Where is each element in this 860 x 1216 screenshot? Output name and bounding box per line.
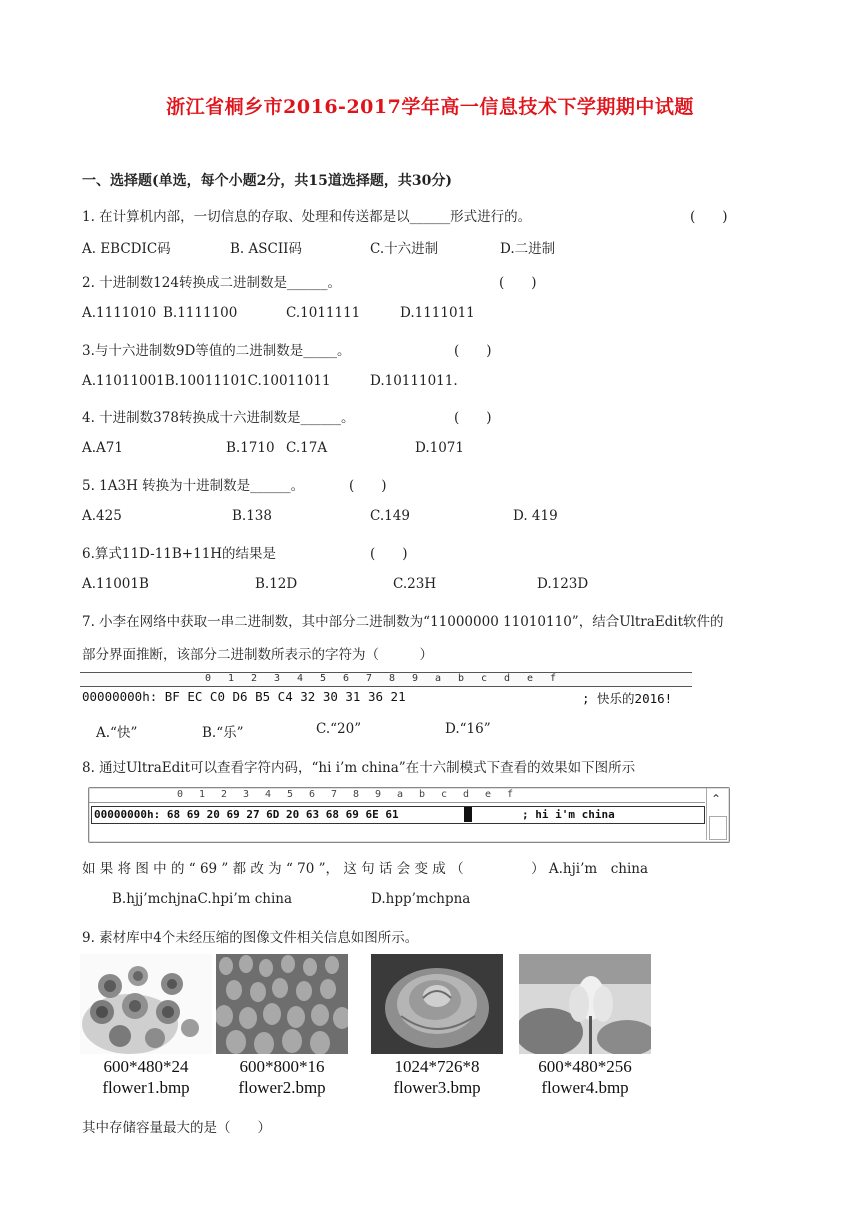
- ruler-digit: 5: [320, 673, 327, 684]
- hex-text-column: ; 快乐的2016!: [582, 691, 673, 706]
- ruler-digit: 0: [177, 789, 184, 800]
- image-filename: flower2.bmp: [238, 1078, 326, 1097]
- ruler-digit: a: [397, 789, 404, 800]
- flower1-image: [80, 954, 212, 1054]
- option-d: D.10111011.: [370, 373, 458, 389]
- ruler-digit: 8: [353, 789, 360, 800]
- ruler-digit: 9: [412, 673, 419, 684]
- ruler-digit: 2: [251, 673, 258, 684]
- question-4: 4. 十进制数378转换成十六进制数是______。: [82, 410, 355, 426]
- option-b: B.“乐”: [202, 725, 244, 741]
- option-b: B.138: [232, 508, 272, 524]
- option-d: D. 419: [513, 508, 558, 524]
- image-filename: flower3.bmp: [393, 1078, 481, 1097]
- ruler-digit: 2: [221, 789, 228, 800]
- ruler-digit: 7: [366, 673, 373, 684]
- hex-text-column: ; hi i'm china: [522, 808, 615, 821]
- option-b: B.12D: [255, 576, 298, 592]
- ruler-digit: b: [458, 673, 465, 684]
- image-spec: 600*480*24: [103, 1057, 189, 1076]
- option-a: A.11001B: [82, 576, 149, 592]
- question-3: 3.与十六进制数9D等值的二进制数是_____。: [82, 343, 351, 359]
- option-d: D.hpp’mchpna: [371, 891, 471, 907]
- ruler-digit: 8: [389, 673, 396, 684]
- ruler-digit: a: [435, 673, 442, 684]
- ruler-digit: 0: [205, 673, 212, 684]
- ruler-digit: 4: [297, 673, 304, 684]
- option-bc: B.hjj’mchjnaC.hpi’m china: [112, 891, 293, 907]
- question-7-cont: 部分界面推断，该部分二进制数所表示的字符为（ ）: [82, 647, 433, 663]
- option-d: D.1111011: [400, 305, 475, 321]
- option-a: A.425: [82, 508, 122, 524]
- answer-blank: ( ): [690, 209, 728, 225]
- answer-blank: ( ): [499, 275, 537, 291]
- question-2: 2. 十进制数124转换成二进制数是______。: [82, 275, 341, 291]
- question-5: 5. 1A3H 转换为十进制数是______。: [82, 478, 305, 494]
- answer-blank: ( ): [454, 343, 492, 359]
- flower2-image: [216, 954, 348, 1054]
- chevron-up-icon[interactable]: ⌃: [711, 792, 722, 806]
- ruler-digit: 1: [199, 789, 206, 800]
- ruler-digit: d: [463, 789, 470, 800]
- ruler-digit: 1: [228, 673, 235, 684]
- option-c: C.十六进制: [370, 241, 439, 257]
- option-b: B.1111100: [163, 305, 238, 321]
- ruler-digit: f: [507, 789, 514, 800]
- option-abc: A.11011001B.10011101C.10011011: [82, 373, 331, 389]
- option-b: B. ASCII码: [230, 241, 302, 257]
- option-c: C.“20”: [316, 721, 362, 737]
- ruler-digit: 4: [265, 789, 272, 800]
- text-cursor: [464, 807, 472, 822]
- answer-blank: ( ): [370, 546, 408, 562]
- option-c: C.17A: [286, 440, 328, 456]
- scroll-thumb[interactable]: [709, 816, 727, 840]
- option-a: A.“快”: [96, 725, 138, 741]
- ruler-digit: 7: [331, 789, 338, 800]
- hex-ruler: [89, 788, 705, 803]
- ruler-digit: e: [527, 673, 534, 684]
- image-spec: 1024*726*8: [394, 1057, 480, 1076]
- hex-ruler: [80, 672, 692, 687]
- option-c: C.1011111: [286, 305, 361, 321]
- section-heading: 一、选择题(单选，每个小题2分，共15道选择题，共30分): [82, 173, 452, 189]
- ruler-digit: 3: [274, 673, 281, 684]
- option-d: D.“16”: [445, 721, 491, 737]
- ruler-digit: 6: [343, 673, 350, 684]
- ruler-digit: 9: [375, 789, 382, 800]
- option-c: C.149: [370, 508, 410, 524]
- question-8: 8. 通过UltraEdit可以查看字符内码，“hi i’m china”在十六制模式下查看的效果如下图所示: [82, 760, 636, 776]
- ruler-digit: 5: [287, 789, 294, 800]
- option-a: A.A71: [82, 440, 123, 456]
- page-title: 浙江省桐乡市2016-2017学年高一信息技术下学期期中试题: [166, 96, 694, 118]
- flower3-image: [371, 954, 503, 1054]
- option-d: D.123D: [537, 576, 589, 592]
- answer-blank: ( ): [349, 478, 387, 494]
- question-7: 7. 小李在网络中获取一串二进制数，其中部分二进制数为“11000000 11010110”，结合UltraEdit软件的: [82, 614, 724, 630]
- image-filename: flower1.bmp: [102, 1078, 190, 1097]
- option-d: D.二进制: [500, 241, 556, 257]
- ruler-digit: 3: [243, 789, 250, 800]
- hex-bytes: 00000000h: 68 69 20 69 27 6D 20 63 68 69 6E 61: [94, 808, 399, 821]
- option-a: A.1111010: [82, 305, 157, 321]
- vertical-scrollbar[interactable]: [706, 788, 729, 840]
- question-8-cont: 如 果 将 图 中 的 “ 69 ” 都 改 为 “ 70 ”， 这 句 话 会 变 成 （ ） A.hji’m china: [82, 861, 649, 877]
- ruler-digit: c: [481, 673, 488, 684]
- option-b: B.1710: [226, 440, 275, 456]
- image-spec: 600*800*16: [239, 1057, 325, 1076]
- question-9: 9. 素材库中4个未经压缩的图像文件相关信息如图所示。: [82, 930, 419, 946]
- answer-blank: ( ): [454, 410, 492, 426]
- ultraedit-hex-window: [88, 787, 730, 843]
- ruler-digit: 6: [309, 789, 316, 800]
- question-1: 1. 在计算机内部，一切信息的存取、处理和传送都是以______形式进行的。: [82, 209, 532, 225]
- ruler-digit: d: [504, 673, 511, 684]
- question-9-cont: 其中存储容量最大的是（ ）: [82, 1120, 271, 1136]
- option-c: C.23H: [393, 576, 437, 592]
- ruler-digit: b: [419, 789, 426, 800]
- ruler-digit: c: [441, 789, 448, 800]
- option-d: D.1071: [415, 440, 464, 456]
- flower4-image: [519, 954, 651, 1054]
- ruler-digit: f: [550, 673, 557, 684]
- image-filename: flower4.bmp: [541, 1078, 629, 1097]
- ruler-digit: e: [485, 789, 492, 800]
- image-spec: 600*480*256: [538, 1057, 632, 1076]
- option-a: A. EBCDIC码: [82, 241, 171, 257]
- hex-row: 00000000h: BF EC C0 D6 B5 C4 32 30 31 36 21: [82, 689, 406, 704]
- hex-row: [91, 806, 705, 824]
- question-6: 6.算式11D-11B+11H的结果是: [82, 546, 277, 562]
- ultraedit-hex-view: [80, 672, 692, 710]
